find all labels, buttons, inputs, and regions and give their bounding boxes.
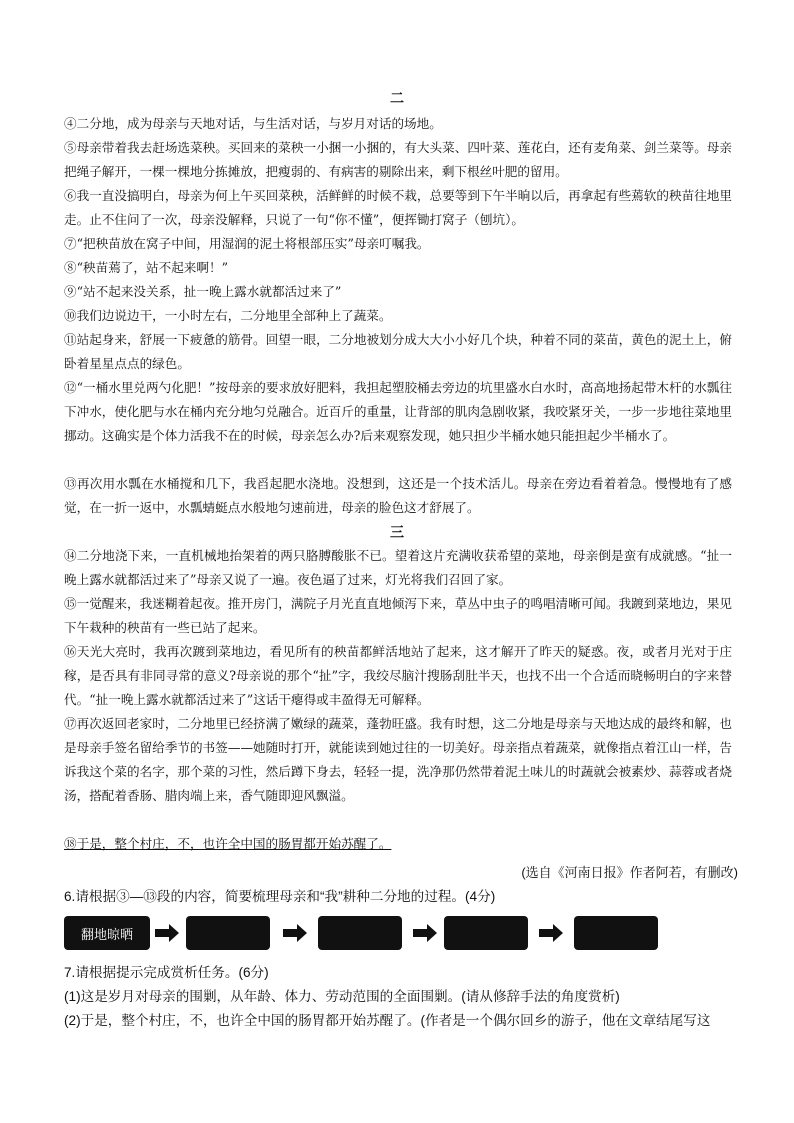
arrow-right-icon: [154, 923, 180, 943]
paragraph-5: ⑤母亲带着我去赶场选菜秧。买回来的菜秧一小捆一小捆的，有大头菜、四叶菜、莲花白，还有麦角菜、剑兰菜等。母亲把绳子解开，一棵一棵地分拣摊放，把瘦弱的、有病害的剔除出来，剩下根丝叶肥的留用。: [64, 140, 732, 179]
question-7-part-2: (2)于是，整个村庄，不，也许全中国的肠胃都开始苏醒了。(作者是一个偶尔回乡的游子，他在文章结尾写这: [64, 1013, 711, 1028]
flow-box-5[interactable]: [574, 916, 658, 950]
arrow-right-icon: [538, 923, 564, 943]
paragraph-7: ⑦“把秧苗放在窝子中间，用湿润的泥土将根部压实”母亲叮嘱我。: [64, 236, 430, 251]
paragraph-6: ⑥我一直没搞明白，母亲为何上午买回菜秧，活鲜鲜的时候不栽，总要等到下午半晌以后，再拿起有些蔫软的秧苗往地里走。止不住问了一次，母亲没解释，只说了一句“你不懂”，便挥锄打窝子（刨坑）。: [64, 188, 732, 227]
flow-box-2[interactable]: [186, 916, 270, 950]
paragraph-4: ④二分地，成为母亲与天地对话，与生活对话，与岁月对话的场地。: [64, 116, 442, 131]
paragraph-10: ⑩我们边说边干，一小时左右，二分地里全部种上了蔬菜。: [64, 308, 392, 323]
paragraph-15: ⑮一觉醒来，我迷糊着起夜。推开房门，满院子月光直直地倾泻下来，草丛中虫子的鸣唱清晰可闻。我踱到菜地边，果见下午栽种的秧苗有一些已站了起来。: [64, 596, 732, 635]
paragraph-9: ⑨“站不起来没关系，扯一晚上露水就都活过来了”: [64, 284, 342, 299]
section-heading-two: 二: [390, 91, 404, 107]
question-6: 6.请根据③—⑬段的内容，简要梳理母亲和“我”耕种二分地的过程。(4分): [64, 889, 496, 904]
paragraph-13: ⑬再次用水瓢在水桶搅和几下，我舀起肥水浇地。没想到，这还是一个技术活儿。母亲在旁边看着着急。慢慢地有了感觉，在一折一返中，水瓢蜻蜓点水般地匀速前进，母亲的脸色这才舒展了。: [64, 476, 732, 515]
question-7-part-1: (1)这是岁月对母亲的围剿，从年龄、体力、劳动范围的全面围剿。(请从修辞手法的角度赏析): [64, 989, 620, 1004]
section-heading-three: 三: [390, 525, 404, 541]
paragraph-16: ⑯天光大亮时，我再次踱到菜地边，看见所有的秧苗都鲜活地站了起来，这才解开了昨天的疑惑。夜，或者月光对于庄稼，是否具有非同寻常的意义?母亲说的那个“扯”字，我绞尽脑汁搜肠刮肚半天，也找不出一个合适而晓畅明白的字来替代。“扯一晚上露水就都活过来了”这话干瘪得或丰盈得无可解释。: [64, 644, 732, 707]
flow-box-3[interactable]: [318, 916, 402, 950]
source-citation: (选自《河南日报》作者阿若，有删改): [521, 865, 738, 880]
paragraph-12: ⑫“一桶水里兑两勺化肥！”按母亲的要求放好肥料，我担起塑胶桶去旁边的坑里盛水白水时，高高地扬起带木杆的水瓢往下冲水，使化肥与水在桶内充分地匀兑融合。近百斤的重量，让背部的肌肉急剧收紧，我咬紧牙关，一步一步地往菜地里挪动。这确实是个体力活我不在的时候，母亲怎么办?后来观察发现，她只担少半桶水她只能担起少半桶水了。: [64, 380, 732, 443]
arrow-right-icon: [412, 923, 438, 943]
flow-box-4[interactable]: [444, 916, 528, 950]
paragraph-11: ⑪站起身来，舒展一下疲惫的筋骨。回望一眼，二分地被划分成大大小小好几个块，种着不同的菜苗，黄色的泥土上，俯卧着星星点点的绿色。: [64, 332, 732, 371]
paragraph-8: ⑧“秧苗蔫了，站不起来啊！”: [64, 260, 229, 275]
flow-box-1: 翻地晾晒: [64, 916, 150, 950]
paragraph-17: ⑰再次返回老家时，二分地里已经挤满了嫩绿的蔬菜，蓬勃旺盛。我有时想，这二分地是母亲与天地达成的最终和解，也是母亲手签名留给季节的书签——她随时打开，就能读到她过往的一切美好。母亲指点着蔬菜，就像指点着江山一样，告诉我这个菜的名字，那个菜的习性，然后蹲下身去，轻轻一提，洗净那仍然带着泥土味儿的时蔬就会被素炒、蒜蓉或者烧汤，搭配着香肠、腊肉端上来，香气随即迎风飘溢。: [64, 716, 732, 803]
process-flow: [64, 916, 664, 952]
question-7: 7.请根据提示完成赏析任务。(6分): [64, 965, 269, 980]
arrow-right-icon: [282, 923, 308, 943]
paragraph-14: ⑭二分地浇下来，一直机械地抬架着的两只胳膊酸胀不已。望着这片充满收获希望的菜地，母亲倒是蛮有成就感。“扯一晚上露水就都活过来了”母亲又说了一遍。夜色逼了过来，灯光将我们召回了家。: [64, 548, 732, 587]
paragraph-18: ⑱于是，整个村庄，不，也许全中国的肠胃都开始苏醒了。: [64, 836, 392, 851]
